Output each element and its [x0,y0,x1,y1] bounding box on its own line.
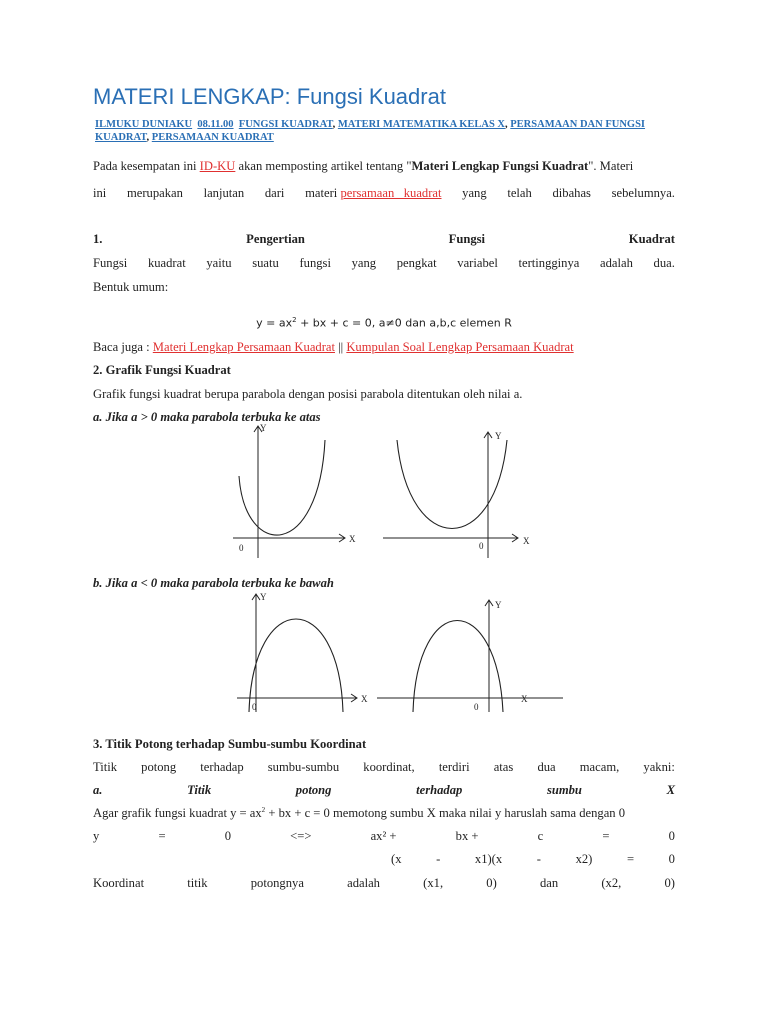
axis-y-label: Y [495,600,502,610]
section-2-heading: 2. Grafik Fungsi Kuadrat [93,363,231,377]
baca-juga: Baca juga : Materi Lengkap Persamaan Kuadrat || Kumpulan Soal Lengkap Persamaan Kuadrat [93,340,574,354]
axis-x-label: X [521,694,528,704]
general-form-formula: $y = ax^2$ + bx + c = 0, a≠0 dan a,b,c elemen R [256,316,512,330]
materi-persamaan-link[interactable]: Materi Lengkap Persamaan Kuadrat [152,340,335,354]
origin-label: 0 [474,702,479,712]
origin-label: 0 [479,541,484,551]
author-link[interactable]: ILMUKU DUNIAKU [95,119,193,130]
tag-link[interactable]: FUNGSI KUADRAT [238,119,333,130]
axis-y-label: Y [495,431,502,441]
section-3a-heading: a. Titik potong terhadap sumbu X [93,783,675,797]
case-b-label: b. Jika a < 0 maka parabola terbuka ke bawah [93,576,334,590]
axis-x-label: X [361,694,368,704]
parabola-down-2 [377,600,563,712]
equation-line-2: (x - x1)(x - x2) = 0 [391,852,675,866]
section-2-text: Grafik fungsi kuadrat berupa parabola dengan posisi parabola ditentukan oleh nilai a. [93,387,523,401]
post-meta: ILMUKU DUNIAKU 08.11.00 FUNGSI KUADRAT, MATERI MATEMATIKA KELAS X, PERSAMAAN DAN FUNGSI KUADRAT, PERSAMAAN KUADRAT [95,119,646,143]
graph-opening-up [233,420,563,560]
parabola-down-1 [237,592,368,712]
section-1-heading: 1. Pengertian Fungsi Kuadrat [93,232,675,246]
origin-label: 0 [239,543,244,553]
graph-opening-down [233,590,563,715]
time-link[interactable]: 08.11.00 [197,119,234,130]
persamaan-kuadrat-link[interactable]: persamaan kuadrat [340,186,442,200]
origin-label: 0 [252,702,257,712]
axis-y-label: Y [260,592,267,602]
axis-x-label: X [349,534,356,544]
page-title: MATERI LENGKAP: Fungsi Kuadrat [93,84,446,109]
id-ku-link[interactable]: ID-KU [199,159,236,173]
intro-line-2: ini merupakan lanjutan dari materi persamaan kuadrat yang telah dibahas sebelumnya. [93,186,675,200]
tag-link[interactable]: MATERI MATEMATIKA KELAS X [337,119,506,130]
intro-line-1: Pada kesempatan ini ID-KU akan memposting artikel tentang "Materi Lengkap Fungsi Kuadrat". Materi [93,159,634,173]
case-a-label: a. Jika a > 0 maka parabola terbuka ke atas [93,410,321,424]
kumpulan-soal-link[interactable]: Kumpulan Soal Lengkap Persamaan Kuadrat [346,340,574,354]
section-3a-text: Agar grafik fungsi kuadrat $y = ax^2$ + bx + c = 0 memotong sumbu X maka nilai y haruslah sama dengan 0 [93,806,626,821]
axis-x-label: X [523,536,530,546]
axis-y-label: Y [260,423,267,433]
section-3-text: Titik potong terhadap sumbu-sumbu koordinat, terdiri atas dua macam, yakni: [93,760,675,774]
parabola-up-2 [383,431,530,558]
coordinate-line: Koordinat titik potongnya adalah (x1, 0) dan (x2, 0) [93,876,675,890]
tag-link[interactable]: PERSAMAAN DAN FUNGSI KUADRAT [95,119,646,143]
equation-line-1: y = 0 <=> ax² + bx + c = 0 [93,829,675,843]
parabola-up-1 [233,423,356,558]
section-1-text: Fungsi kuadrat yaitu suatu fungsi yang pengkat variabel tertingginya adalah dua. [93,256,675,270]
section-3-heading: 3. Titik Potong terhadap Sumbu-sumbu Koordinat [93,737,367,751]
bentuk-umum-label: Bentuk umum: [93,280,169,294]
tag-link[interactable]: PERSAMAAN KUADRAT [151,132,274,143]
